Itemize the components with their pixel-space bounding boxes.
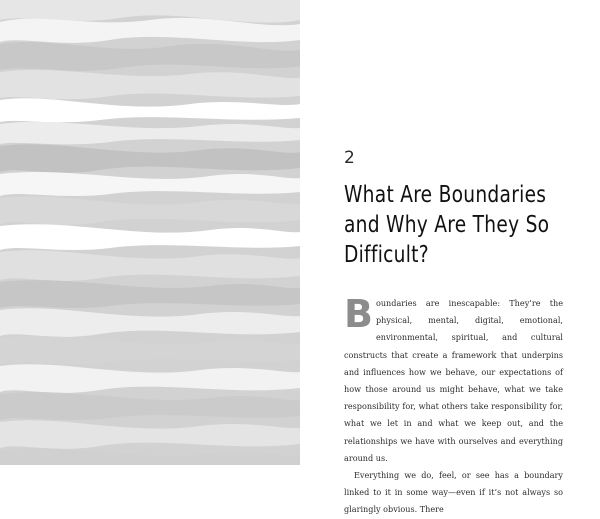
- chapter-body: [344, 292, 563, 519]
- drop-cap: B: [344, 292, 373, 336]
- paragraph-text: Everything we do, feel, or see has a boundary linked to it in some way—even if it’s not always so glaringly obvious. There: [344, 470, 563, 515]
- text-page: [300, 0, 600, 515]
- body-paragraph: [344, 467, 563, 519]
- chapter-number: 2: [344, 148, 356, 168]
- paragraph-text: oundaries are inescapable: They’re the physical, mental, digital, emotional, environmental, spiritual, and cultural constructs that create a framework that underpins and influences how we behave, our expectations of how those around us might behave, what we take responsibility for, what others take responsibility for, what we let in and what we keep out, and the relationships we have with ourselves and everything around us.: [344, 298, 563, 463]
- body-paragraph: [344, 292, 563, 467]
- decorative-wave-illustration: [0, 0, 300, 465]
- chapter-title: What Are Boundaries and Why Are They So Difficult?: [344, 182, 550, 268]
